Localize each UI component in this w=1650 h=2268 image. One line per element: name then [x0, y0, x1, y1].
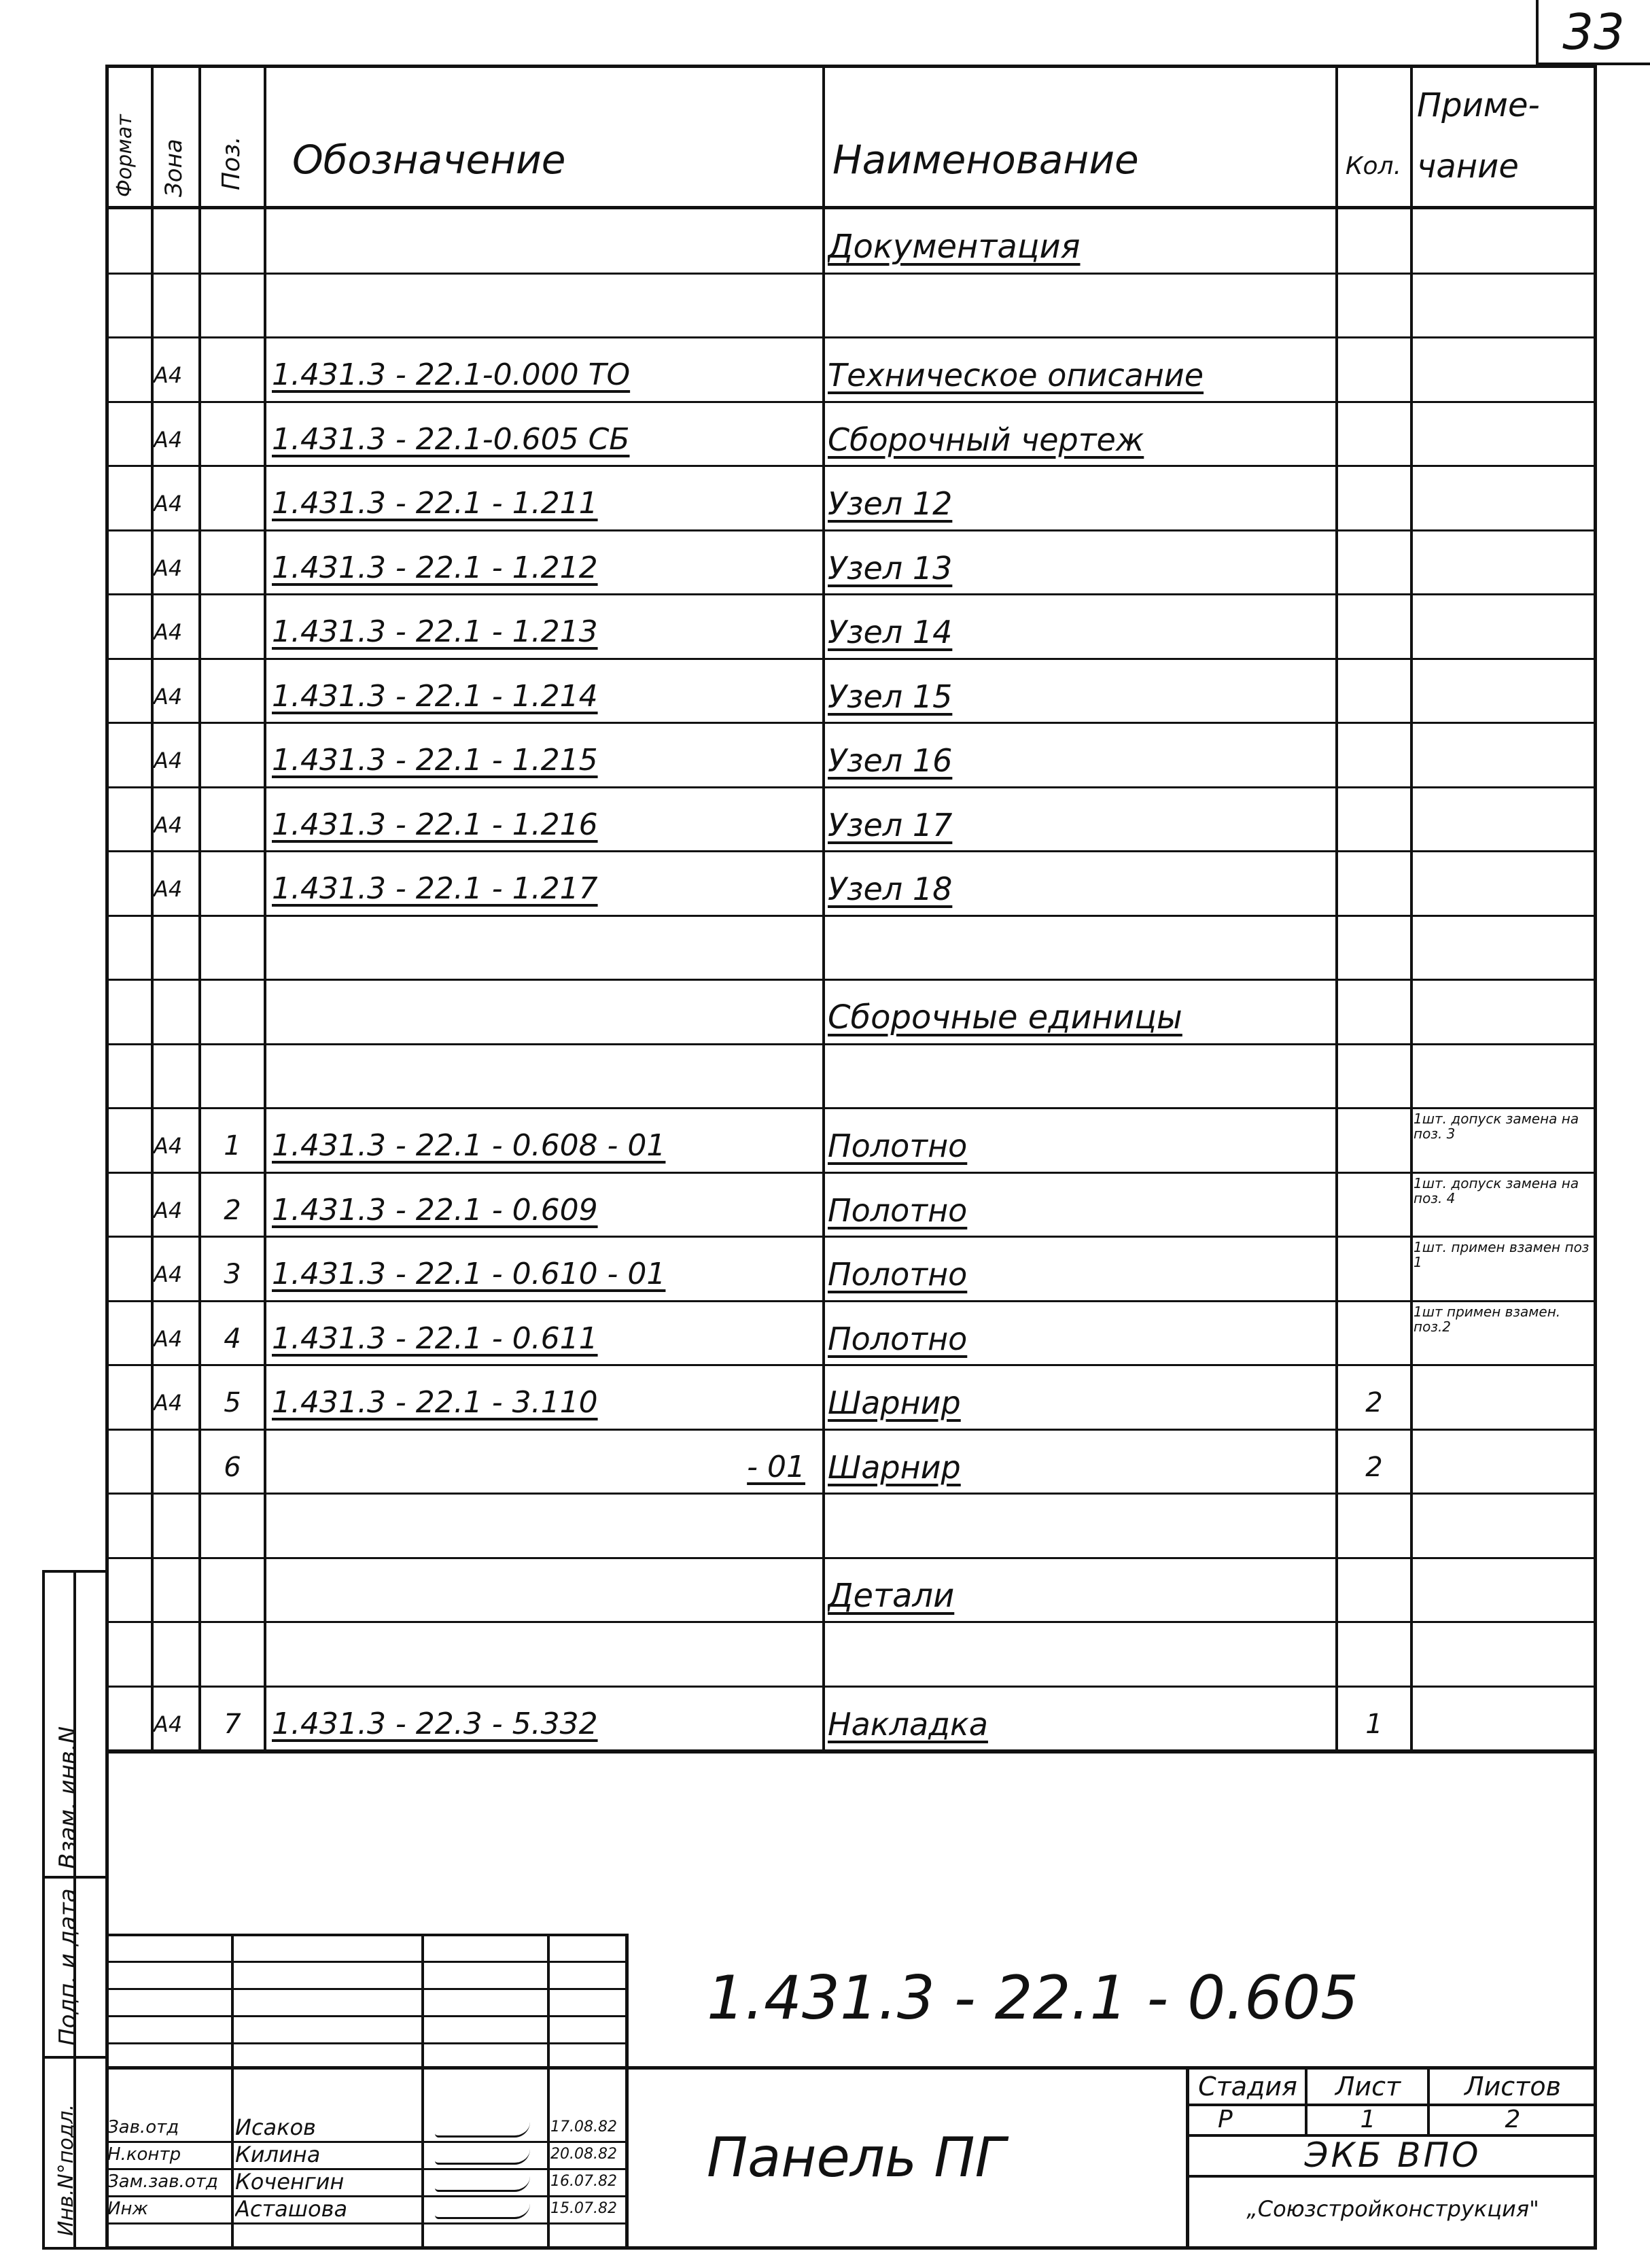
row-qty [1339, 608, 1409, 657]
row-name: Полотно [828, 1191, 968, 1229]
row-designation: 1.431.3 - 22.3 - 5.332 [272, 1706, 598, 1741]
row-qty [1339, 1315, 1409, 1363]
row-note [1414, 1561, 1594, 1620]
row-pos [201, 1507, 264, 1556]
stage-label: Стадия [1198, 2072, 1297, 2101]
sheets-value: 2 [1505, 2106, 1521, 2133]
row-note [1414, 726, 1594, 785]
header-note-line2: чание [1417, 147, 1519, 186]
row-format [154, 1058, 198, 1106]
row-note [1414, 1047, 1594, 1106]
row-format: А4 [154, 619, 183, 645]
row-divider [105, 979, 1597, 981]
header-note-line1: Приме- [1417, 86, 1540, 124]
row-name [828, 1058, 1334, 1106]
row-name: Документация [828, 228, 1081, 266]
row-note [1414, 469, 1594, 528]
row-divider [105, 1236, 1597, 1238]
row-pos [201, 223, 264, 271]
row-designation: 1.431.3 - 22.1 - 1.214 [272, 678, 598, 714]
row-divider [105, 593, 1597, 595]
row-qty [1339, 544, 1409, 593]
row-designation: 1.431.3 - 22.1 - 1.216 [272, 807, 598, 842]
row-divider [105, 722, 1597, 724]
row-format: А4 [154, 426, 183, 453]
header-designation: Обозначение [292, 137, 566, 183]
signer-date: 16.07.82 [550, 2173, 617, 2190]
row-note: 1шт. допуск замена на поз. 4 [1414, 1175, 1579, 1206]
row-divider [105, 915, 1597, 917]
row-name: Полотно [828, 1128, 968, 1164]
row-pos [201, 544, 264, 593]
row-divider [105, 529, 1597, 531]
row-pos: 3 [224, 1259, 241, 1290]
row-divider [105, 1364, 1597, 1366]
row-designation: 1.431.3 - 22.1-0.605 СБ [272, 421, 630, 457]
row-name [828, 930, 1334, 978]
row-note [1414, 1625, 1594, 1684]
signer-role: Зам.зав.отд [107, 2171, 218, 2192]
row-designation: 1.431.3 - 22.1 - 1.215 [272, 743, 598, 778]
sheet-label: Лист [1335, 2072, 1401, 2101]
row-name: Полотно [828, 1320, 968, 1357]
row-note [1414, 341, 1594, 400]
row-format [154, 1507, 198, 1556]
row-pos [201, 351, 264, 400]
stage-value: Р [1218, 2106, 1233, 2133]
row-format [154, 994, 198, 1042]
row-name [828, 287, 1334, 336]
row-pos [201, 865, 264, 913]
header-format: Формат [113, 114, 137, 197]
row-note: 1шт. примен взамен поз 1 [1414, 1240, 1590, 1270]
row-format: А4 [154, 362, 183, 388]
row-qty [1339, 480, 1409, 528]
org-line2: „Союзстройконструкция" [1246, 2196, 1539, 2222]
row-format: А4 [154, 1390, 183, 1416]
row-format: А4 [154, 491, 183, 517]
row-note [1414, 277, 1594, 336]
row-name: Сборочные единицы [828, 998, 1182, 1036]
row-designation: 1.431.3 - 22.1 - 1.217 [272, 871, 598, 906]
signature-mark [435, 2122, 530, 2138]
row-designation [272, 930, 819, 978]
doc-number: 1.431.3 - 22.1 - 0.605 [707, 1963, 1359, 2033]
signer-name: Исаков [235, 2114, 316, 2140]
row-format [154, 1636, 198, 1684]
row-qty [1339, 223, 1409, 271]
row-divider [105, 1172, 1597, 1174]
row-divider [105, 1686, 1597, 1688]
signature-mark [435, 2176, 530, 2192]
row-format: А4 [154, 555, 183, 581]
sheet-value: 1 [1360, 2106, 1376, 2133]
signer-name: Асташова [235, 2196, 348, 2222]
row-qty [1339, 1122, 1409, 1170]
row-format [154, 1444, 198, 1492]
row-qty [1339, 865, 1409, 913]
row-divider [105, 1493, 1597, 1495]
row-format [154, 1572, 198, 1620]
row-divider [105, 273, 1597, 275]
side-label-sign: Подп. и дата [54, 1888, 82, 2046]
row-designation: 1.431.3 - 22.1 - 1.211 [272, 486, 598, 521]
row-pos [201, 1572, 264, 1620]
row-format: А4 [154, 1133, 183, 1159]
row-designation: 1.431.3 - 22.1-0.000 ТО [272, 357, 631, 392]
row-format: А4 [154, 876, 183, 902]
row-note [1414, 405, 1594, 464]
signer-role: Инж [107, 2199, 148, 2219]
row-format: А4 [154, 1261, 183, 1287]
header-qty: Кол. [1345, 152, 1402, 180]
row-pos [201, 1636, 264, 1684]
row-format: А4 [154, 1711, 183, 1737]
signer-name: Коченгин [235, 2169, 345, 2195]
row-qty [1339, 416, 1409, 464]
row-note [1414, 1368, 1594, 1427]
row-designation: 1.431.3 - 22.1 - 0.609 [272, 1192, 598, 1227]
signer-name: Килина [235, 2142, 321, 2167]
row-divider [105, 1557, 1597, 1559]
row-note [1414, 534, 1594, 593]
row-designation [272, 287, 819, 336]
row-name: Узел 14 [828, 614, 953, 650]
row-divider [105, 850, 1597, 852]
row-format [154, 287, 198, 336]
row-divider [105, 465, 1597, 467]
row-note [1414, 919, 1594, 978]
row-designation: 1.431.3 - 22.1 - 1.212 [272, 550, 598, 585]
row-qty [1339, 1251, 1409, 1299]
row-pos: 7 [224, 1708, 241, 1740]
signer-date: 15.07.82 [550, 2200, 617, 2217]
row-designation: 1.431.3 - 22.1 - 0.610 - 01 [272, 1257, 666, 1291]
row-pos [201, 608, 264, 657]
signer-role: Н.контр [107, 2144, 181, 2165]
row-qty [1339, 351, 1409, 400]
row-divider [105, 1107, 1597, 1109]
row-divider [105, 401, 1597, 403]
row-pos [201, 930, 264, 978]
row-qty: 1 [1365, 1708, 1383, 1740]
signer-date: 17.08.82 [550, 2118, 617, 2135]
row-pos: 4 [224, 1323, 241, 1355]
row-qty [1339, 1636, 1409, 1684]
row-name: Узел 15 [828, 678, 953, 715]
row-designation [272, 1058, 819, 1106]
row-name: Узел 12 [828, 485, 953, 522]
row-note [1414, 662, 1594, 721]
row-note [1414, 1433, 1594, 1492]
row-qty [1339, 737, 1409, 785]
signer-date: 20.08.82 [550, 2146, 617, 2163]
row-format: А4 [154, 683, 183, 710]
row-designation: 1.431.3 - 22.1 - 0.611 [272, 1321, 598, 1356]
row-note [1414, 1497, 1594, 1556]
row-pos [201, 673, 264, 721]
row-divider [105, 658, 1597, 660]
row-note [1414, 983, 1594, 1042]
row-name: Узел 13 [828, 549, 953, 587]
row-pos [201, 801, 264, 850]
row-designation: 1.431.3 - 22.1 - 3.110 [272, 1385, 598, 1420]
row-format: А4 [154, 812, 183, 838]
row-qty [1339, 1572, 1409, 1620]
row-name: Узел 17 [828, 806, 953, 843]
side-label-replace: Взам. инв.N [54, 1726, 82, 1869]
row-divider [105, 786, 1597, 788]
row-format [154, 930, 198, 978]
signature-mark [435, 2203, 530, 2219]
row-divider [105, 1621, 1597, 1623]
row-name [828, 1636, 1334, 1684]
row-qty [1339, 1187, 1409, 1235]
row-pos: 5 [224, 1387, 241, 1418]
row-name: Сборочный чертеж [828, 421, 1144, 458]
row-pos [201, 287, 264, 336]
row-designation [272, 1572, 819, 1620]
sheets-label: Листов [1464, 2072, 1561, 2101]
side-label-inv: Инв.N°подл. [54, 2104, 78, 2236]
row-note [1414, 854, 1594, 913]
row-designation [272, 1507, 819, 1556]
row-qty [1339, 801, 1409, 850]
row-divider [105, 1043, 1597, 1045]
row-name: Шарнир [828, 1448, 961, 1486]
row-designation [272, 223, 819, 271]
row-qty [1339, 994, 1409, 1042]
row-designation [272, 994, 819, 1042]
row-name: Накладка [828, 1705, 988, 1743]
row-name: Полотно [828, 1256, 968, 1293]
row-pos: 6 [224, 1451, 241, 1483]
header-pos: Поз. [217, 136, 245, 190]
row-format [154, 223, 198, 271]
row-divider [105, 336, 1597, 338]
row-qty [1339, 1507, 1409, 1556]
row-pos [201, 994, 264, 1042]
row-pos [201, 1058, 264, 1106]
row-format: А4 [154, 748, 183, 773]
row-qty: 2 [1365, 1451, 1383, 1483]
row-divider [105, 1429, 1597, 1431]
row-pos: 2 [224, 1194, 241, 1226]
row-note [1414, 597, 1594, 657]
row-qty [1339, 287, 1409, 336]
row-pos [201, 416, 264, 464]
row-qty: 2 [1365, 1387, 1383, 1418]
row-pos: 1 [224, 1130, 241, 1162]
row-note [1414, 212, 1594, 271]
row-designation: - 01 [747, 1449, 805, 1484]
row-name: Детали [828, 1576, 955, 1615]
document-title: Панель ПГ [707, 2126, 1006, 2189]
org-line1: ЭКБ ВПО [1304, 2135, 1481, 2175]
row-name: Техническое описание [828, 357, 1204, 394]
row-format: А4 [154, 1325, 183, 1352]
row-note: 1шт примен взамен. поз.2 [1414, 1304, 1561, 1335]
row-divider [105, 1300, 1597, 1302]
signer-role: Зав.отд [107, 2117, 179, 2138]
row-qty [1339, 1058, 1409, 1106]
row-note [1414, 1690, 1594, 1749]
row-designation: 1.431.3 - 22.1 - 1.213 [272, 614, 598, 649]
row-name [828, 1507, 1334, 1556]
row-qty [1339, 930, 1409, 978]
sheet-number: 33 [1562, 3, 1625, 60]
row-name: Узел 18 [828, 871, 953, 907]
row-format: А4 [154, 1197, 183, 1223]
row-note [1414, 790, 1594, 850]
row-designation: 1.431.3 - 22.1 - 0.608 - 01 [272, 1128, 666, 1163]
row-qty [1339, 673, 1409, 721]
row-designation [272, 1636, 819, 1684]
signature-mark [435, 2149, 530, 2165]
row-pos [201, 737, 264, 785]
row-name: Узел 16 [828, 742, 953, 779]
header-zone: Зона [160, 139, 188, 197]
row-name: Шарнир [828, 1384, 961, 1421]
row-pos [201, 480, 264, 528]
header-name: Наименование [832, 137, 1139, 183]
row-note: 1шт. допуск замена на поз. 3 [1414, 1111, 1579, 1142]
